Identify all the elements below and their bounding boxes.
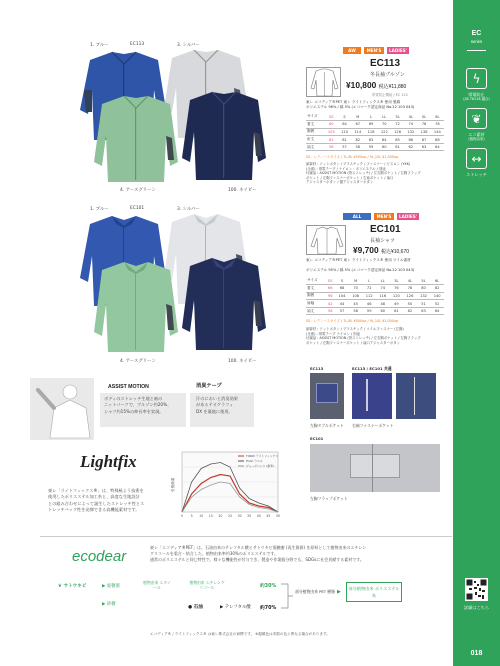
chart-x-tick: 40 (256, 514, 261, 518)
detail-heading: EC113 / EC101 共通 (352, 366, 392, 371)
ec113-label-navy: 100. ネイビー (228, 188, 257, 193)
ec101-fabric-line-1: 東レ エコディア®PET 東レ ライトフィックス® 使用 ツイル素材 (306, 258, 411, 262)
flow-sugarcane: ❦ サトウキビ (58, 584, 87, 589)
qr-label: 詳細はこちら (463, 605, 490, 610)
table-row: 着丈 66 68 70 72 74 76 78 80 82 (306, 285, 444, 293)
detail-model-ec113: EC113 (310, 366, 324, 371)
lightfix-stretch-chart (170, 446, 282, 524)
chart-x-tick: 0 (180, 514, 184, 518)
ec113-label-model: EC113 (130, 42, 145, 47)
ec101-label-silver: 3. シルバー (177, 207, 200, 212)
ecodear-logo: ecodear (72, 548, 127, 565)
chart-legend-label: TCAC ウエル (246, 459, 263, 464)
oil-drop-icon: ● (188, 605, 193, 610)
lightfix-body: 東レ「ライトフィックス®」は、特殊極よう技術を 使用したポリエステル加工糸と、高度な生地設計 との組み合わせによって誕生したストレッチ性とス トレッチバック性を発揮できる高機能素材です。 (48, 488, 145, 513)
ec113-note: 帯電防止機能 / EC 113 (372, 93, 408, 97)
series-divider (467, 50, 486, 51)
assist-motion-body: ボディのストレッチ生地と袖の ニットパーツで、ブルゾン約20%、 シャツ約15%の伸長率を実現。 (104, 396, 172, 414)
flow-oil: ● 石油 (188, 605, 203, 610)
flow-fiber: 部分植物由来 ポリエステル糸 (346, 582, 402, 602)
ec101-name: 長袖シャツ (370, 238, 395, 244)
flow-pct70: 約70% (260, 606, 277, 611)
ec101-shirts-illustration (62, 214, 282, 356)
detail-caption-3: 左胸フラップポケット (310, 496, 348, 501)
qr-code-icon[interactable] (465, 578, 488, 601)
chart-x-tick: 50 (275, 514, 281, 518)
ec113-accessories: 副資材 : ドットボタン / プラスチック / ファスナー / ビスロン (YKK) (全面) : 帯電テープ / ナイロン・ポリエステル / 別途 付属品 : ASSIST MOTION (背ストレッチ) / 左右胸ポケット / 左胸フラップ ポケット / 左胸ファスナーポケット / 右袖ポケット / 袖口 アジャスターボタン / 裾アジャスターボタン (306, 162, 421, 185)
detail-caption-1: 左胸タブルポケット (310, 423, 344, 428)
ecodear-body: 東レ「エコディア®PET」は、石油由来のテレフタル酸とサトウキビ廃糖蜜 (再生資源) を原料として植物由来のエチレン グリコールを重合・結合した、植物由来率約30%のポリエステルです。 通常のポリエステルと同じ特性で、様々な機能性が付与でき、製造や作業服分野でも、SDGsに社会貢献する素材です。 (150, 545, 367, 562)
ec101-size-remark: SS : レディースサイズ / 7L,8L ¥500up / 9L,10L ¥1,000up (306, 319, 399, 323)
arrow-right-icon: ▶ (102, 602, 106, 607)
table-row: サイズ SS S M L LL 3L 4L 5L 6L (306, 113, 444, 121)
flow-sugar: ▶ 砂糖 (102, 602, 116, 607)
detail-photo-sleeve-pocket (352, 373, 392, 419)
ec113-size-remark: SS : レディースサイズ / 7L,8L ¥500up / 9L,10L ¥1,000up (306, 155, 399, 159)
table-row: 胸囲 105 110 114 118 122 126 132 138 144 (306, 128, 444, 136)
assist-motion-title: ASSIST MOTION (108, 384, 149, 390)
ec113-label-silver: 3. シルバー (177, 43, 200, 48)
flow-glycol: 植物由来 エチレングリコール (189, 580, 225, 590)
ec113-model: EC113 (370, 58, 401, 69)
ec113-label-blue: 1. ブルー (90, 43, 109, 48)
detail-caption-2: 右袖ファスナーポケット (352, 423, 394, 428)
flow-terephthalic: ▶ テレフタル酸 (220, 605, 251, 610)
ec113-badge-season: AW (343, 47, 361, 54)
chart-grid (182, 452, 278, 512)
ec113-badge-mens: MEN'S (364, 47, 384, 54)
series-sidebar (453, 0, 500, 666)
series-code: EC (471, 30, 482, 37)
detail-photo-flap-pocket (310, 444, 440, 492)
ec101-badge-season: ALL SEASON (343, 213, 371, 220)
chart-x-tick: 10 (199, 514, 204, 518)
ec101-price: ¥9,700 税込¥10,670 (353, 245, 410, 255)
flow-pet: 部分植物由来 PET 樹脂 (295, 589, 335, 594)
chart-x-tick: 15 (208, 514, 213, 518)
chart-legend-label: TORAY ライトフィックス (246, 454, 278, 459)
table-row: 裄丈 81 81 82 83 84 85 86 87 88 (306, 136, 444, 144)
detail-photo-chest-pocket (310, 373, 344, 419)
ec101-label-blue: 1. ブルー (90, 207, 109, 212)
chart-ylabel: 引張荷重 (171, 477, 175, 492)
assist-motion-figure (30, 378, 94, 440)
ec113-badge-ladies: LADIES' (388, 48, 408, 53)
ec101-badge-ladies: LADIES' (398, 214, 418, 219)
chart-x-tick: 20 (218, 514, 223, 518)
arrow-right-icon: ▶ (220, 605, 224, 610)
ec101-flat-drawing (306, 225, 346, 255)
page-number: 018 (470, 650, 483, 657)
ec101-model: EC101 (370, 224, 401, 235)
table-row: 胸囲 96 104 108 112 116 120 126 132 140 (306, 292, 444, 300)
flow-bracket (280, 582, 294, 610)
lightfix-logo: Lightfix (80, 452, 137, 471)
series-word: series (470, 39, 483, 44)
ec101-label-navy: 100. ネイビー (228, 359, 257, 364)
ec101-size-table (306, 277, 444, 315)
detail-photo-zip (396, 373, 436, 419)
ec101-badge-mens: MEN'S (374, 213, 394, 220)
table-row: サイズ SS S M L LL 3L 4L 5L 6L (306, 277, 444, 285)
chart-ticks (181, 514, 280, 518)
chart-x-tick: 25 (227, 514, 233, 518)
ec113-jackets-illustration (62, 50, 282, 186)
tape-title: 消臭テープ (196, 383, 222, 389)
lightning-icon: ϟ (466, 68, 487, 89)
table-row: 肩幅 42 44 45 46 48 49 50 51 52 (306, 300, 444, 308)
feature-label-stretch: ストレッチ (466, 172, 487, 177)
ec113-name: 冬長袖ブルゾン (370, 72, 405, 78)
ec101-label-model: EC101 (130, 206, 145, 211)
feature-label-antistatic: 帯電防止 (468, 92, 485, 97)
ec113-label-green: 4. アースグリーン (120, 188, 156, 193)
ec113-price: ¥10,800 税込¥11,880 (346, 80, 407, 90)
feature-sub-antistatic: (JIS T8118 適合) (463, 97, 490, 101)
ec101-label-green: 4. アースグリーン (120, 359, 156, 364)
stretch-arrows-icon: ↔ (466, 148, 487, 169)
table-row: 着丈 60 64 67 69 70 72 74 76 78 (306, 121, 444, 129)
ec113-fabric-line-1: 東レ エコディア®PET 東レ ライトフィックス® 使用 裏綿 (306, 100, 401, 104)
chart-x-tick: 35 (247, 514, 252, 518)
flow-pct30: 約30% (260, 584, 277, 589)
detail-model-ec101: EC101 (310, 436, 324, 441)
ec101-fabric-line-2: ポリエステル 95% / 綿 5% (エコマーク認定商品 No.22 103 043) (306, 268, 415, 272)
sugarcane-icon: ❦ (58, 584, 62, 589)
flow-molasses: ▶ 廃糖蜜 (102, 584, 120, 589)
chart-x-tick: 45 (266, 514, 271, 518)
ec113-flat-drawing (306, 67, 341, 97)
ec113-size-table (306, 113, 444, 151)
flow-ethanol: 植物由来 エタノール (143, 580, 171, 590)
leaf-icon: ❦ (466, 108, 487, 129)
ecodear-divider (40, 536, 452, 537)
feature-sub-eco: (植物由来) (468, 137, 485, 141)
arrow-right-icon: ▶ (337, 589, 341, 595)
ec101-accessories: 副資材 : ドットボタン / プラスチック / コイルファスナー (左胸) (全面) : 帯電テープ ナイロン / 別途 付属品 : ASSIST MOTION (背ストレッチ) / 左右胸ポケット / 左胸フラップ ポケット / 左胸ファスナーポケット / 袖口アジャスターボタン (306, 327, 421, 345)
tape-body: 汗のにおいと消臭効果 があるテオグラフィ DX を裏地に使用。 (196, 396, 238, 414)
chart-x-tick: 30 (237, 514, 242, 518)
table-row: 袖丈 56 57 58 59 60 61 62 63 64 (306, 143, 444, 151)
arrow-right-icon: ▶ (102, 584, 106, 589)
chart-x-tick: 5 (190, 514, 193, 518)
footer-note: エコディア® / ライトフィックス® は東レ株式会社の商標です。 ※掲載色は実際の色と異なる場合があります。 (150, 632, 330, 636)
ec113-fabric-line-2: ポリエステル 96% / 綿 5% (エコマーク認定商品 No.22 103 043) (306, 105, 415, 109)
feature-label-eco: エコ素材 (468, 132, 485, 137)
chart-legend-label: ジャージパンツ (参考) (246, 464, 274, 469)
table-row: 袖丈 56 57 58 59 60 61 62 63 64 (306, 307, 444, 315)
